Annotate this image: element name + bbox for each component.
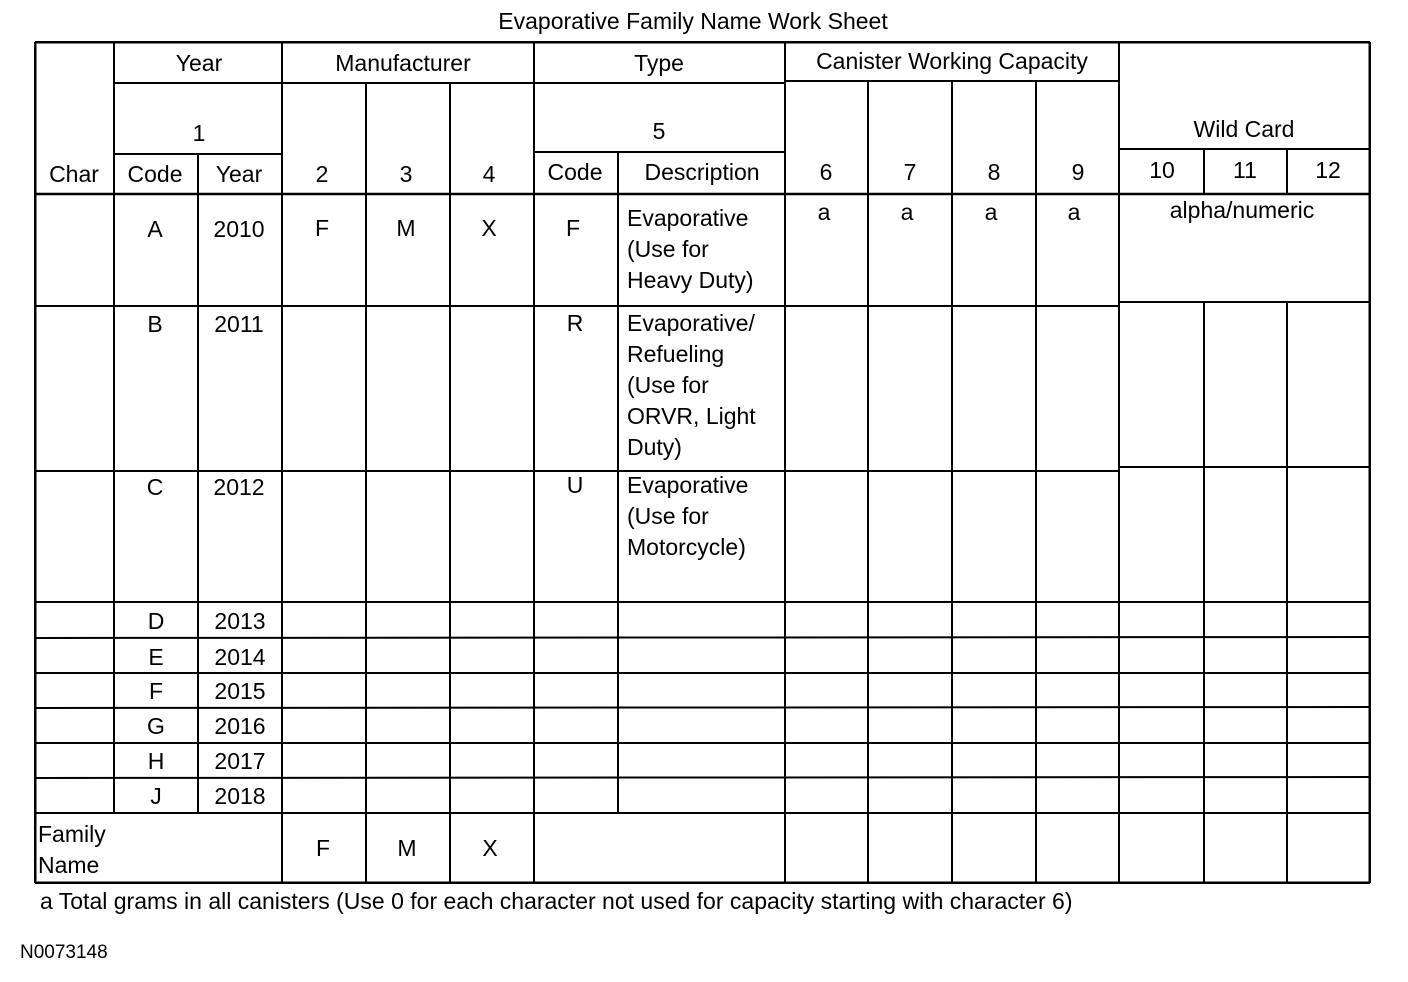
header-position-5: 5 (652, 118, 666, 144)
figure-code: N0073148 (20, 942, 108, 963)
row-g-year: 2016 (214, 713, 266, 739)
row-h-year: 2017 (214, 748, 266, 774)
row-a-wild-card: alpha/numeric (1169, 197, 1315, 223)
header-position-7: 7 (903, 159, 917, 185)
row-a-manufacturer-2: F (314, 215, 330, 241)
row-b-year: 2011 (214, 311, 264, 337)
row-e-code: E (148, 644, 164, 670)
row-g-code: G (147, 713, 165, 739)
header-position-6: 6 (819, 159, 833, 185)
row-a-manufacturer-3: M (396, 215, 416, 241)
header-position-2: 2 (315, 161, 329, 187)
worksheet-title: Evaporative Family Name Work Sheet (498, 8, 888, 34)
row-e-year: 2014 (214, 644, 266, 670)
row-f-code: F (148, 678, 164, 704)
row-h-code: H (147, 748, 165, 774)
row-a-manufacturer-4: X (481, 215, 497, 241)
grid-line (35, 637, 1370, 638)
row-a-description: Evaporative (Use for Heavy Duty) (627, 205, 754, 293)
row-a-capacity-8: a (984, 199, 998, 225)
row-c-code: C (146, 474, 164, 500)
header-type-code: Code (547, 159, 603, 185)
row-d-code: D (147, 608, 165, 634)
header-position-1: 1 (192, 120, 206, 146)
grid-line (35, 777, 1370, 778)
row-a-type-code: F (565, 215, 581, 241)
family-name-manufacturer-3: M (397, 835, 417, 861)
row-c-type-code: U (566, 472, 584, 498)
header-position-10: 10 (1149, 157, 1175, 183)
row-c-description: Evaporative (Use for Motorcycle) (627, 472, 749, 560)
header-position-12: 12 (1315, 157, 1341, 183)
row-b-description: Evaporative/ Refueling (Use for ORVR, Light Duty) (627, 310, 756, 460)
row-b-code: B (147, 311, 163, 337)
header-position-9: 9 (1071, 159, 1085, 185)
header-position-11: 11 (1233, 157, 1257, 183)
row-f-year: 2015 (214, 678, 266, 704)
family-name-manufacturer-4: X (482, 835, 498, 861)
row-a-capacity-9: a (1067, 199, 1081, 225)
header-capacity-group: Canister Working Capacity (816, 48, 1088, 74)
row-b-type-code: R (566, 310, 584, 336)
header-position-8: 8 (987, 159, 1001, 185)
header-description: Description (644, 159, 760, 185)
worksheet-table (34, 41, 1371, 884)
header-type-group: Type (634, 50, 684, 76)
header-position-3: 3 (399, 161, 413, 187)
header-char: Char (49, 161, 99, 187)
row-j-code: J (150, 783, 162, 809)
row-a-code: A (147, 216, 163, 242)
row-a-capacity-6: a (817, 199, 831, 225)
row-j-year: 2018 (214, 783, 266, 809)
family-name-label: Family Name (38, 821, 106, 878)
row-a-year: 2010 (213, 216, 265, 242)
grid-line (35, 707, 1370, 708)
header-year-code: Code (127, 161, 183, 187)
header-year-group: Year (175, 50, 223, 76)
header-year: Year (215, 161, 263, 187)
family-name-manufacturer-2: F (315, 835, 331, 861)
row-d-year: 2013 (214, 608, 266, 634)
row-a-capacity-7: a (900, 199, 914, 225)
footnote: a Total grams in all canisters (Use 0 for each character not used for capacity starting with character 6) (40, 888, 1073, 914)
header-wild-card: Wild Card (1193, 116, 1295, 142)
header-position-4: 4 (482, 161, 496, 187)
row-c-year: 2012 (213, 474, 265, 500)
header-manufacturer-group: Manufacturer (335, 50, 471, 76)
